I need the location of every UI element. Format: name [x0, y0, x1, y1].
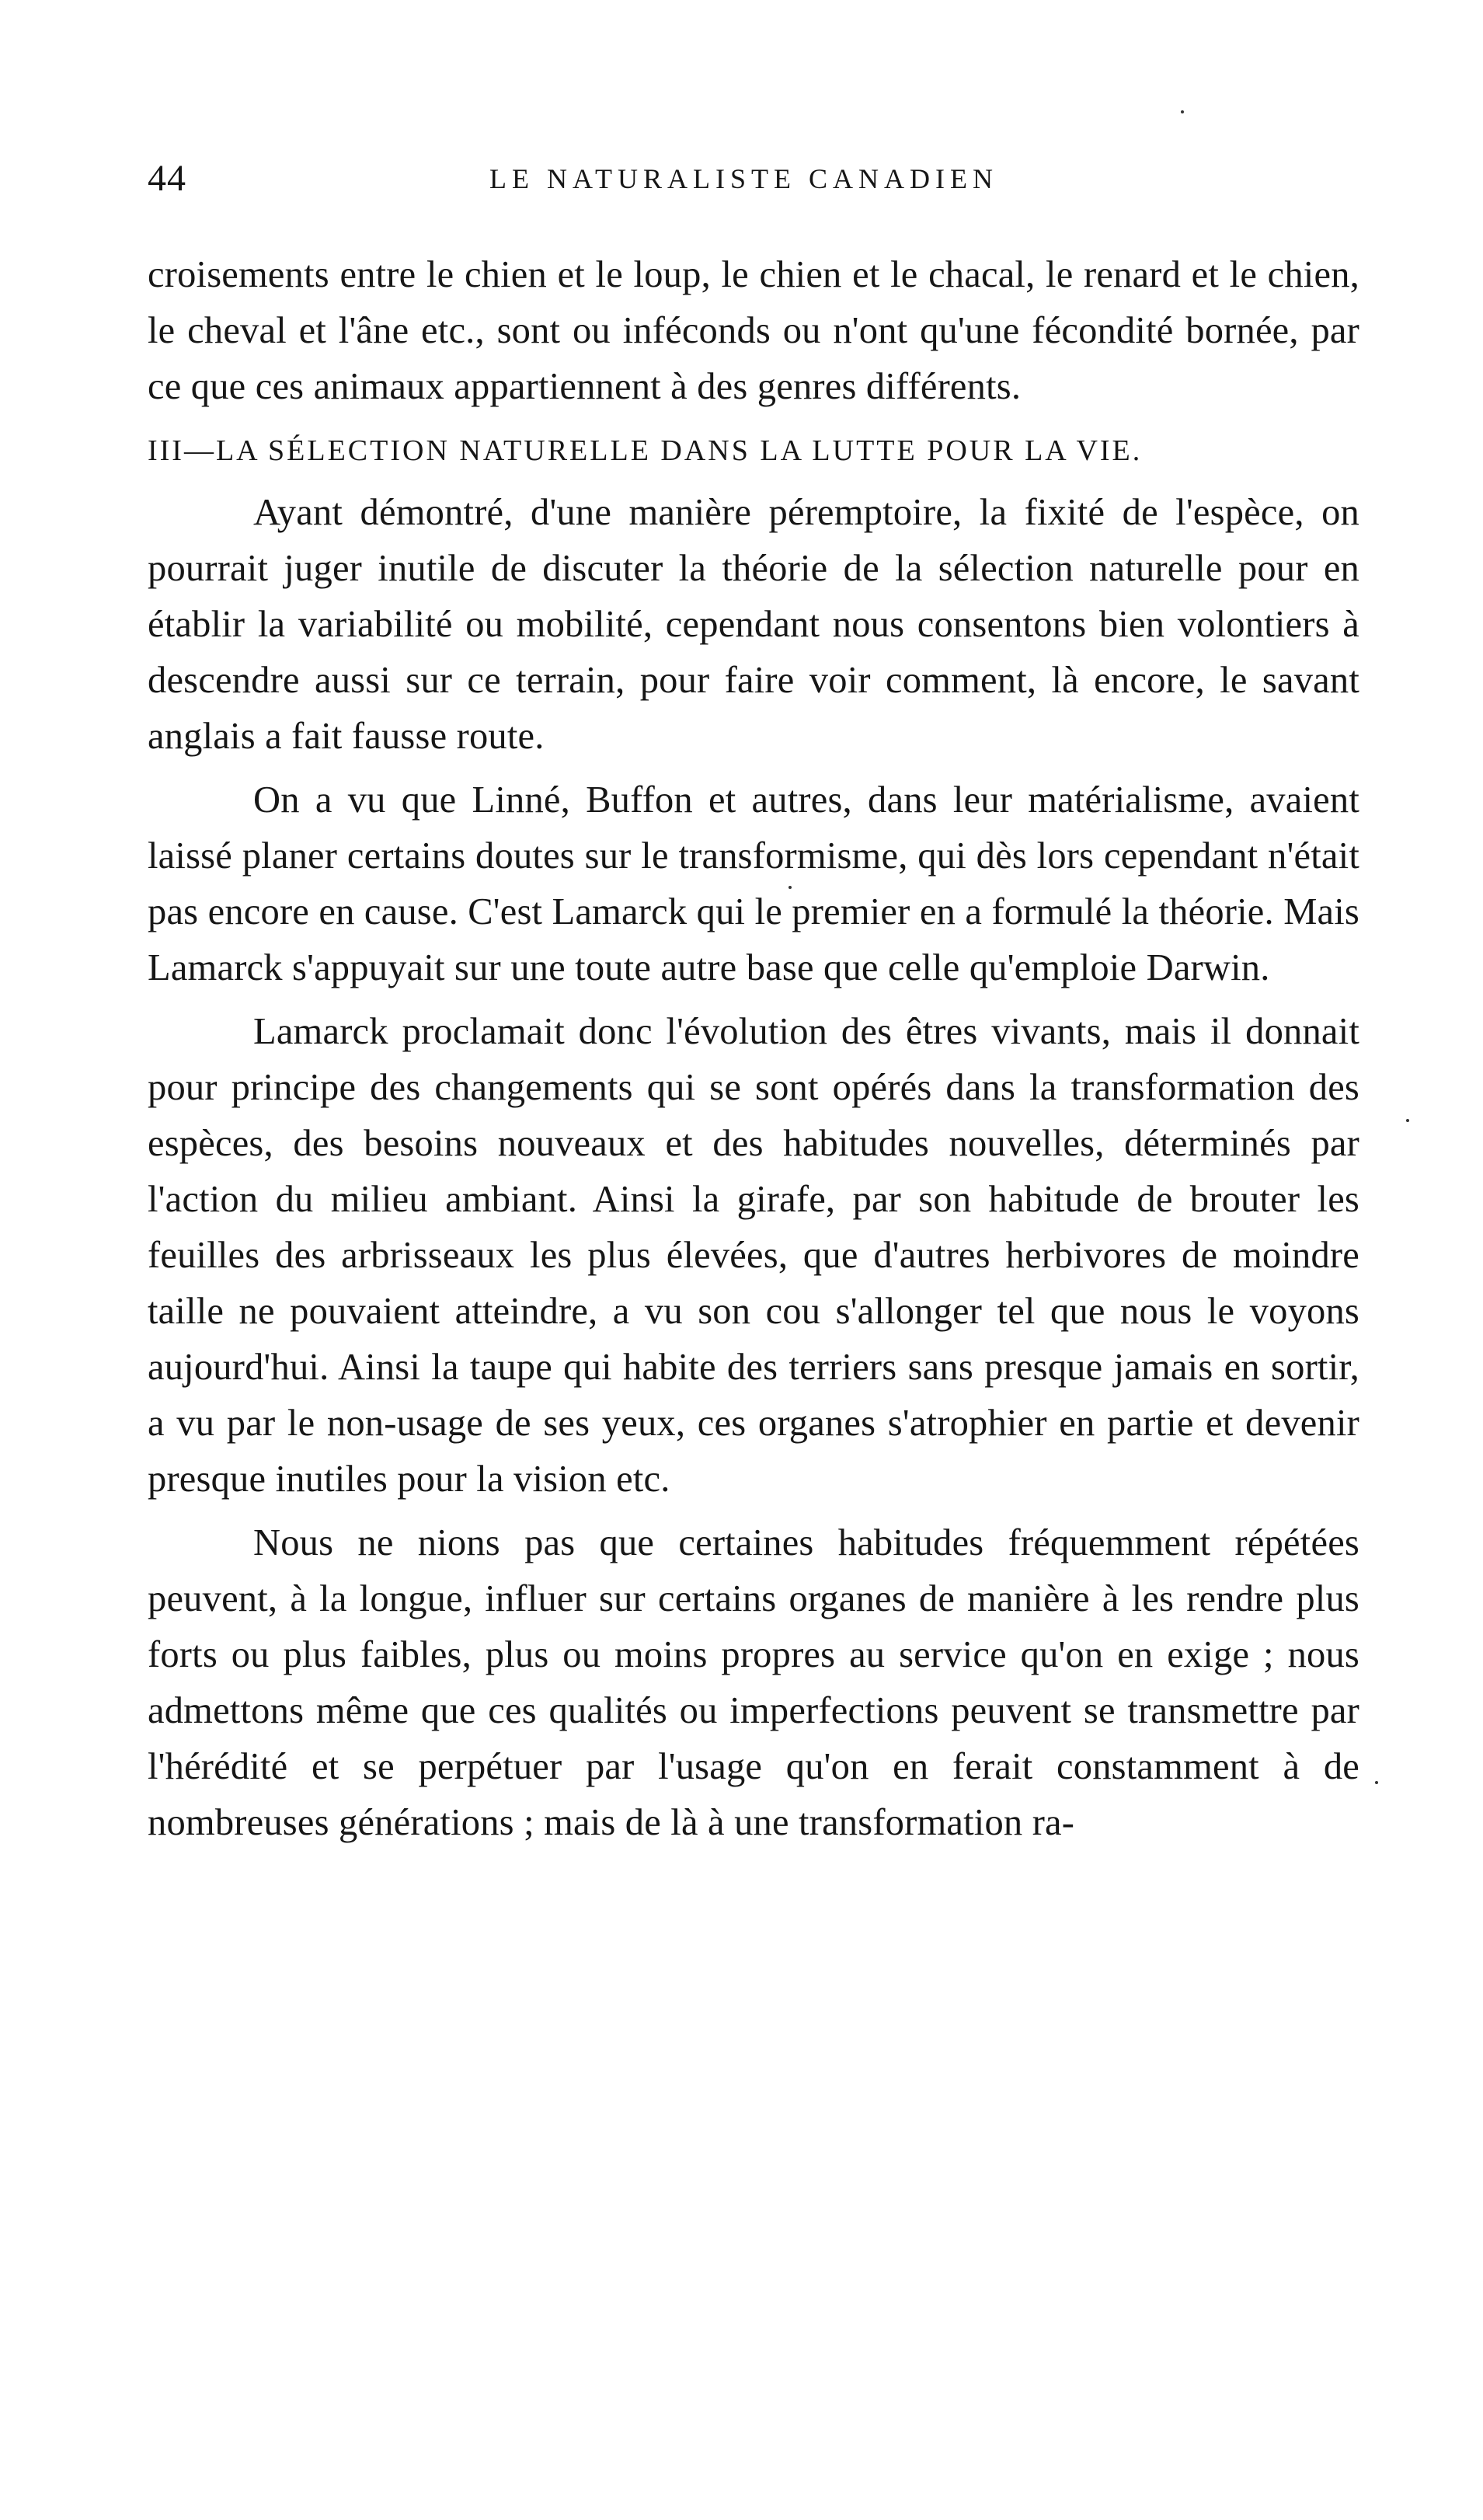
paragraph-lamarck-theorie: On a vu que Linné, Buffon et autres, dans leur matérialisme, avaient laissé planer certains doutes sur le transformisme, qui dès lors cependant n'était pas encore en cause. C'est Lamarck qui le premier en a formulé la théorie. Mais Lamarck s'appuyait sur une toute autre base que celle qu'emploie Darwin. — [148, 779, 1359, 988]
print-speck — [1406, 1119, 1409, 1122]
running-title: LE NATURALISTE CANADIEN — [489, 163, 998, 194]
print-speck — [788, 886, 792, 889]
print-speck — [1375, 1781, 1378, 1784]
page-body — [148, 247, 1359, 1851]
paragraph-girafe-taupe: Lamarck proclamait donc l'évolution des êtres vivants, mais il donnait pour principe des changements qui se sont opérés dans la transformation des espèces, des besoins nouveaux et des habitudes nouvelles, déterminés par l'action du milieu ambiant. Ainsi la girafe, par son habitude de brouter les feuilles des arbrisseaux les plus élevées, que d'autres herbivores de moindre taille ne pouvaient atteindre, a vu son cou s'allonger tel que nous le voyons aujourd'hui. Ainsi la taupe qui habite des terriers sans presque jamais en sortir, a vu par le non-usage de ses yeux, ces organes s'atrophier en partie et devenir presque inutiles pour la vision etc. — [148, 1011, 1359, 1500]
section-heading: III—LA SÉLECTION NATURELLE DANS LA LUTTE POUR LA VIE. — [148, 434, 1143, 467]
continuation-paragraph: croisements entre le chien et le loup, le chien et le chacal, le renard et le chien, le cheval et l'âne etc., sont ou inféconds ou n'ont qu'une fécondité bornée, par ce que ces animaux appartiennent à des genres différents. — [148, 254, 1359, 407]
print-speck — [1181, 110, 1184, 113]
page-number: 44 — [148, 158, 186, 199]
paragraph-habitudes: Nous ne nions pas que certaines habitudes fréquemment répétées peuvent, à la longue, influer sur certains organes de manière à les rendre plus forts ou plus faibles, plus ou moins propres au service qu'on en exige ; nous admettons même que ces qualités ou imperfections peuvent se transmettre par l'hérédité et se perpétuer par l'usage qu'on en ferait constamment à de nombreuses générations ; mais de là à une transformation ra- — [148, 1522, 1359, 1843]
page-header — [148, 155, 1359, 210]
paragraph-fixite: Ayant démontré, d'une manière péremptoire, la fixité de l'espèce, on pourrait juger inutile de discuter la théorie de la sélection naturelle pour en établir la variabilité ou mobilité, cependant nous consentons bien volontiers à descendre aussi sur ce terrain, pour faire voir comment, là encore, le savant anglais a fait fausse route. — [148, 492, 1359, 757]
